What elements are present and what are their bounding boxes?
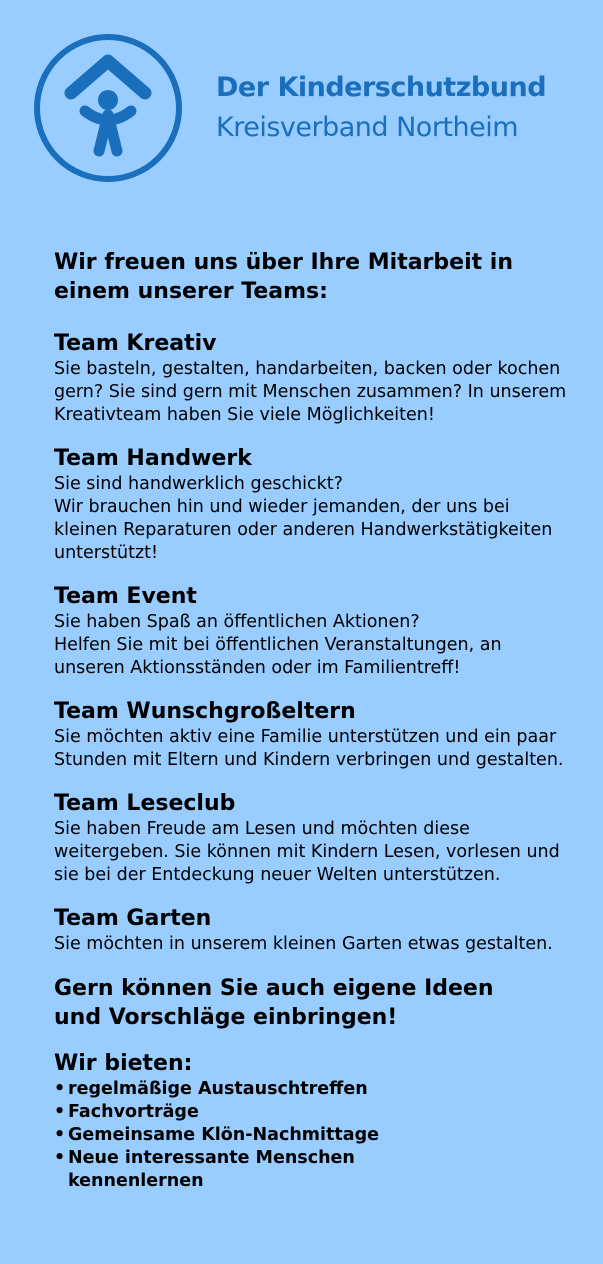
list-item: [54, 1078, 574, 1101]
team-title: Team Leseclub: [54, 791, 236, 816]
child-under-roof-icon: [33, 33, 183, 183]
list-item-label: Neue interessante Menschen kennenlernen: [68, 1148, 355, 1191]
org-name: Der Kinderschutzbund: [216, 72, 547, 103]
main-content: [54, 248, 574, 1193]
header: [0, 0, 603, 200]
intro-heading: Wir freuen uns über Ihre Mitarbeit in einem unserer Teams:: [54, 250, 513, 304]
list-item-label: Fachvorträge: [68, 1102, 199, 1122]
team-wunschgrosseltern: [54, 698, 574, 772]
offer-section: [54, 1050, 574, 1193]
org-subtitle: Kreisverband Northeim: [216, 112, 519, 143]
team-garten: [54, 905, 574, 956]
list-item-label: Gemeinsame Klön-Nachmittage: [68, 1125, 379, 1145]
team-title: Team Kreativ: [54, 331, 217, 356]
team-description: Sie möchten aktiv eine Familie unterstützen und ein paar Stunden mit Eltern und Kindern verbringen und gestalten.: [54, 727, 564, 770]
bullet-icon: •: [54, 1079, 66, 1099]
team-kreativ: [54, 330, 574, 427]
team-description: Sie haben Freude am Lesen und möchten diese weitergeben. Sie können mit Kindern Lesen, vorlesen und sie bei der Entdeckung neuer Welten unterstützen.: [54, 819, 560, 885]
team-description: Sie haben Spaß an öffentlichen Aktionen? Helfen Sie mit bei öffentlichen Veranstaltungen, an unseren Aktionsständen oder im Familientreff!: [54, 612, 502, 678]
team-event: [54, 583, 574, 680]
ideas-heading: Gern können Sie auch eigene Ideen und Vorschläge einbringen!: [54, 976, 494, 1030]
bullet-icon: •: [54, 1148, 66, 1168]
list-item-label: regelmäßige Austauschtreffen: [68, 1079, 368, 1099]
list-item: [54, 1101, 574, 1124]
bullet-icon: •: [54, 1102, 66, 1122]
offer-list: [54, 1078, 574, 1193]
team-leseclub: [54, 790, 574, 887]
team-title: Team Handwerk: [54, 446, 252, 471]
team-description: Sie sind handwerklich geschickt? Wir brauchen hin und wieder jemanden, der uns bei kleinen Reparaturen oder anderen Handwerkstätigkeiten unterstützt!: [54, 474, 553, 563]
list-item: [54, 1124, 574, 1147]
team-title: Team Garten: [54, 906, 212, 931]
team-title: Team Wunschgroßeltern: [54, 699, 356, 724]
offer-title: Wir bieten:: [54, 1051, 193, 1076]
bullet-icon: •: [54, 1125, 66, 1145]
team-handwerk: [54, 445, 574, 565]
team-description: Sie möchten in unserem kleinen Garten etwas gestalten.: [54, 934, 553, 954]
list-item: [54, 1147, 574, 1193]
team-title: Team Event: [54, 584, 197, 609]
team-description: Sie basteln, gestalten, handarbeiten, backen oder kochen gern? Sie sind gern mit Menschen zusammen? In unserem Kreativteam haben Sie viele Möglichkeiten!: [54, 359, 567, 425]
